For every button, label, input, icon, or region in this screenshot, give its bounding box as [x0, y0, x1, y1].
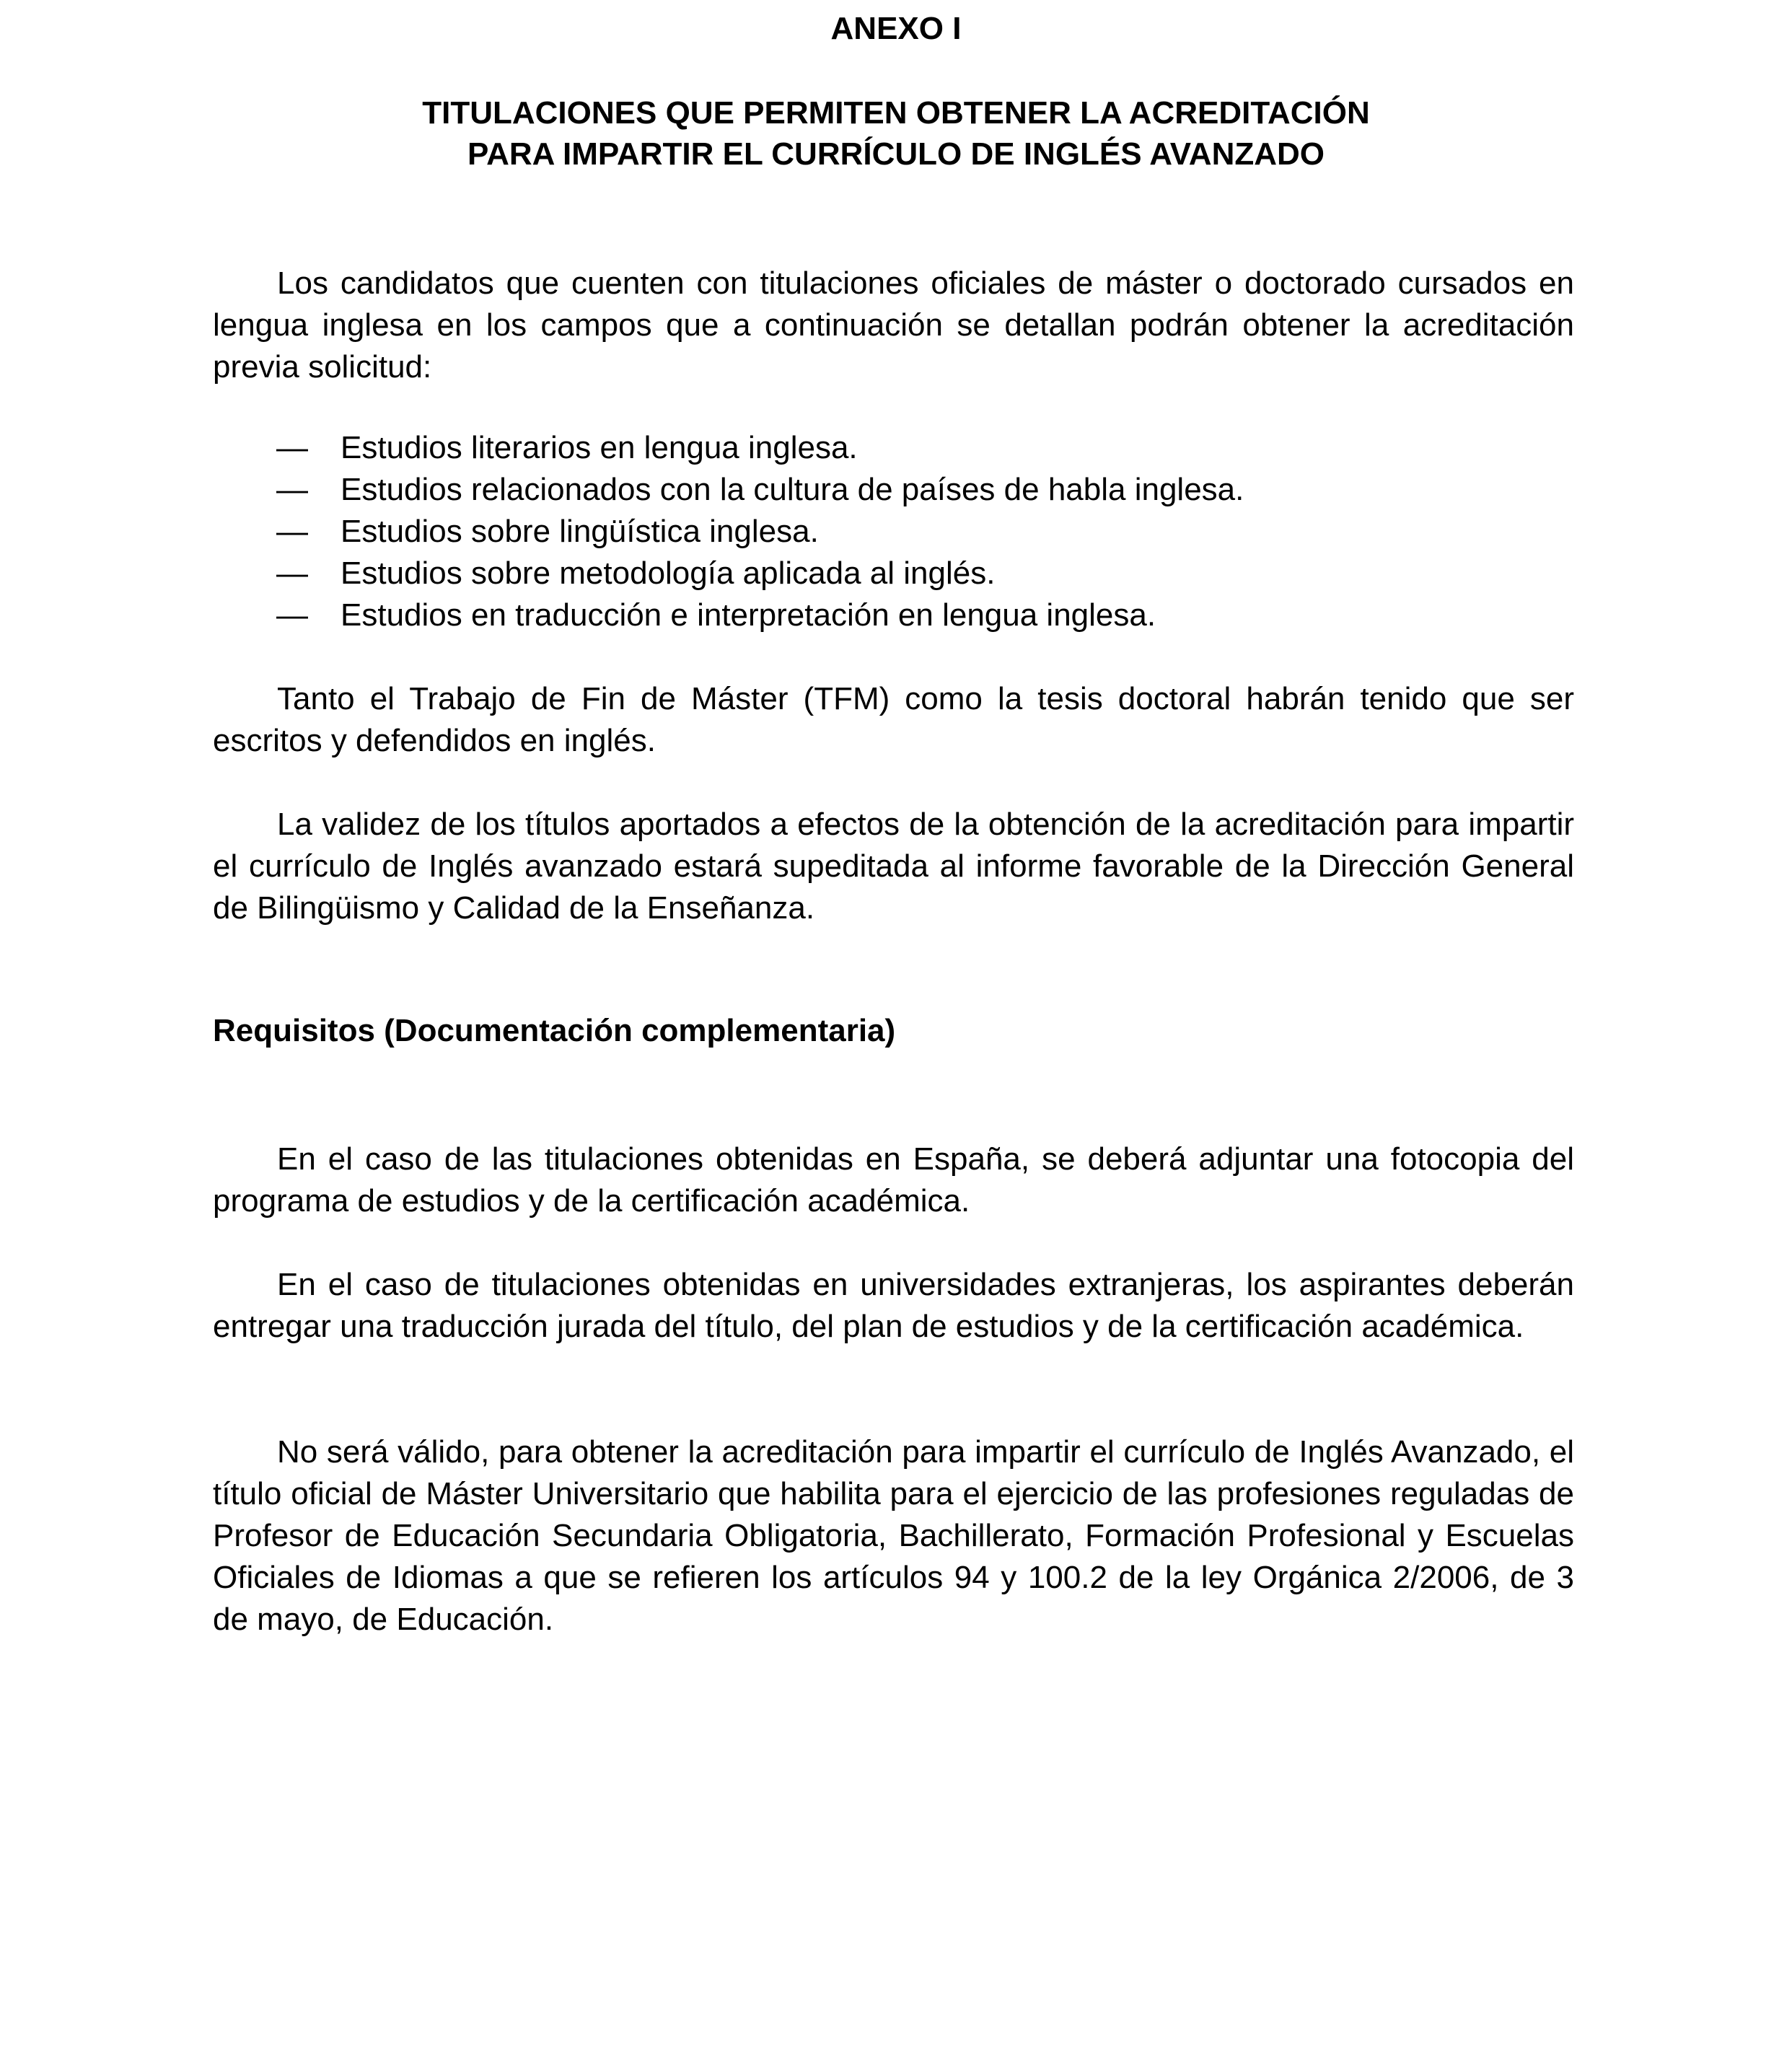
annex-title: ANEXO I — [830, 11, 962, 46]
fields-list — [276, 427, 1244, 636]
list-item-text: Estudios sobre metodología aplicada al inglés. — [341, 556, 996, 591]
list-item-text: Estudios sobre lingüística inglesa. — [341, 514, 819, 549]
intro-paragraph: Los candidatos que cuenten con titulaciones oficiales de máster o doctorado cursados en lengua inglesa en los campos que a continuación se detallan podrán obtener la acreditación previa solicitud: — [213, 265, 1574, 385]
list-item — [276, 469, 1244, 511]
dash-bullet: — — [276, 597, 308, 633]
list-item-text: Estudios en traducción e interpretación en lengua inglesa. — [341, 597, 1156, 633]
tfm-paragraph: Tanto el Trabajo de Fin de Máster (TFM) como la tesis doctoral habrán tenido que ser escritos y defendidos en inglés. — [213, 681, 1574, 758]
spain-paragraph: En el caso de las titulaciones obtenidas en España, se deberá adjuntar una fotocopia del programa de estudios y de la certificación académica. — [213, 1141, 1574, 1219]
foreign-paragraph: En el caso de titulaciones obtenidas en universidades extranjeras, los aspirantes deberán entregar una traducción jurada del título, del plan de estudios y de la certificación académica. — [213, 1267, 1574, 1344]
requirements-heading: Requisitos (Documentación complementaria) — [213, 1013, 896, 1048]
page-title-line-2: PARA IMPARTIR EL CURRÍCULO DE INGLÉS AVANZADO — [467, 136, 1325, 172]
list-item-text: Estudios literarios en lengua inglesa. — [341, 430, 858, 465]
dash-bullet: — — [276, 472, 308, 507]
dash-bullet: — — [276, 514, 308, 549]
dash-bullet: — — [276, 430, 308, 465]
list-item — [276, 594, 1244, 636]
validity-paragraph: La validez de los títulos aportados a efectos de la obtención de la acreditación para impartir el currículo de Inglés avanzado estará supeditada al informe favorable de la Dirección General de Bilingüismo y Calidad de la Enseñanza. — [213, 807, 1574, 926]
list-item — [276, 511, 1244, 553]
dash-bullet: — — [276, 556, 308, 591]
page-title — [0, 92, 1792, 175]
page-title-line-1: TITULACIONES QUE PERMITEN OBTENER LA ACREDITACIÓN — [422, 95, 1370, 131]
list-item — [276, 427, 1244, 469]
list-item — [276, 553, 1244, 594]
list-item-text: Estudios relacionados con la cultura de países de habla inglesa. — [341, 472, 1244, 507]
not-valid-paragraph: No será válido, para obtener la acreditación para impartir el currículo de Inglés Avanzado, el título oficial de Máster Universitario que habilita para el ejercicio de las profesiones reguladas de Profesor de Educación Secundaria Obligatoria, Bachillerato, Formación Profesional y Escuelas Oficiales de Idiomas a que se refieren los artículos 94 y 100.2 de la ley Orgánica 2/2006, de 3 de mayo, de Educación. — [213, 1434, 1574, 1637]
